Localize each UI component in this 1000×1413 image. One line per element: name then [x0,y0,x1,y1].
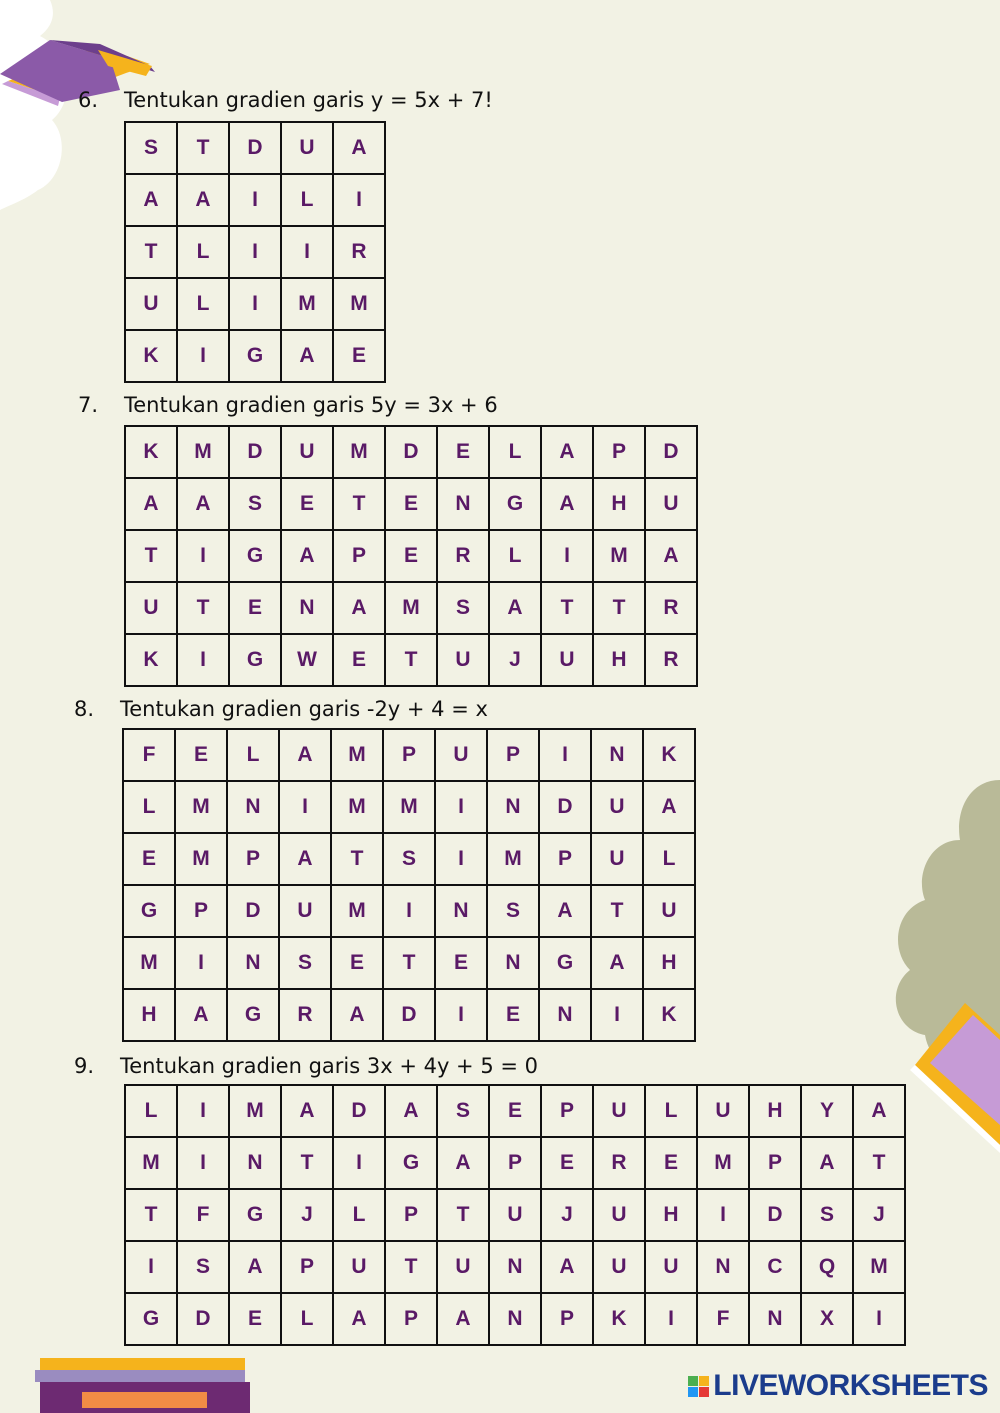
grid-cell[interactable]: S [487,885,539,937]
grid-cell[interactable]: M [175,833,227,885]
grid-row [123,885,695,937]
grid-cell[interactable]: P [489,1137,541,1189]
grid-cell[interactable]: N [539,989,591,1041]
grid-cell[interactable]: N [437,478,489,530]
grid-cell[interactable]: M [177,426,229,478]
grid-cell[interactable]: N [229,1137,281,1189]
grid-cell[interactable]: U [697,1085,749,1137]
grid-cell[interactable]: N [487,937,539,989]
grid-cell[interactable]: A [177,478,229,530]
grid-cell[interactable]: S [229,478,281,530]
grid-cell[interactable]: S [801,1189,853,1241]
grid-cell[interactable]: E [333,634,385,686]
grid-cell[interactable]: E [487,989,539,1041]
grid-cell[interactable]: E [385,530,437,582]
grid-cell[interactable]: U [437,634,489,686]
grid-cell[interactable]: I [333,174,385,226]
grid-cell[interactable]: A [591,937,643,989]
grid-cell[interactable]: A [489,582,541,634]
grid-cell[interactable]: S [125,122,177,174]
grid-row [123,729,695,781]
book-stack-decoration [30,1352,255,1413]
grid-cell[interactable]: N [489,1241,541,1293]
question-text: Tentukan gradien garis 3x + 4y + 5 = 0 [120,1054,539,1078]
grid-cell[interactable]: M [487,833,539,885]
grid-cell[interactable]: N [749,1293,801,1345]
grid-cell[interactable]: L [489,426,541,478]
grid-cell[interactable]: S [177,1241,229,1293]
grid-cell[interactable]: T [177,122,229,174]
grid-cell[interactable]: I [177,530,229,582]
grid-cell[interactable]: E [385,478,437,530]
grid-cell[interactable]: M [331,885,383,937]
grid-cell[interactable]: U [541,634,593,686]
grid-cell[interactable]: U [643,885,695,937]
question-number: 6. [78,88,99,112]
grid-cell[interactable]: M [281,278,333,330]
grid-cell[interactable]: A [853,1085,905,1137]
grid-cell[interactable]: U [593,1241,645,1293]
grid-cell[interactable]: R [437,530,489,582]
grid-cell[interactable]: I [435,833,487,885]
word-search-grid-9 [124,1084,906,1346]
grid-cell[interactable]: M [697,1137,749,1189]
grid-cell[interactable]: R [645,634,697,686]
grid-cell[interactable]: P [383,729,435,781]
grid-cell[interactable]: P [333,530,385,582]
grid-cell[interactable]: M [593,530,645,582]
grid-cell[interactable]: P [385,1293,437,1345]
book-icon-right [905,995,1000,1155]
grid-cell[interactable]: I [229,226,281,278]
grid-cell[interactable]: I [591,989,643,1041]
word-search-grid-8 [122,728,696,1042]
grid-cell[interactable]: E [645,1137,697,1189]
grid-cell[interactable]: S [437,582,489,634]
grid-cell[interactable]: N [489,1293,541,1345]
grid-cell[interactable]: K [643,989,695,1041]
grid-cell[interactable]: I [435,989,487,1041]
grid-cell[interactable]: T [125,1189,177,1241]
grid-cell[interactable]: M [229,1085,281,1137]
grid-row [125,122,385,174]
grid-cell[interactable]: E [229,1293,281,1345]
grid-cell[interactable]: Q [801,1241,853,1293]
grid-cell[interactable]: P [281,1241,333,1293]
liveworksheets-logo-icon [688,1376,709,1397]
grid-cell[interactable]: T [437,1189,489,1241]
grid-cell[interactable]: I [281,226,333,278]
grid-cell[interactable]: P [175,885,227,937]
grid-cell[interactable]: E [331,937,383,989]
grid-cell[interactable]: J [489,634,541,686]
grid-cell[interactable]: P [541,1293,593,1345]
grid-row [125,530,697,582]
grid-cell[interactable]: A [643,781,695,833]
grid-cell[interactable]: U [437,1241,489,1293]
grid-row [123,781,695,833]
grid-cell[interactable]: K [593,1293,645,1345]
grid-cell[interactable]: H [645,1189,697,1241]
question-number: 9. [74,1054,95,1078]
grid-cell[interactable]: I [435,781,487,833]
question-9 [74,1054,538,1078]
question-text: Tentukan gradien garis y = 5x + 7! [124,88,493,112]
grid-cell[interactable]: M [333,278,385,330]
grid-cell[interactable]: L [177,226,229,278]
grid-cell[interactable]: I [853,1293,905,1345]
grid-cell[interactable]: I [539,729,591,781]
grid-cell[interactable]: D [227,885,279,937]
question-number: 7. [78,393,99,417]
grid-cell[interactable]: H [593,478,645,530]
liveworksheets-logo [688,1369,988,1403]
grid-cell[interactable]: A [437,1293,489,1345]
grid-cell[interactable]: E [123,833,175,885]
grid-cell[interactable]: F [177,1189,229,1241]
grid-cell[interactable]: I [279,781,331,833]
grid-cell[interactable]: L [489,530,541,582]
grid-cell[interactable]: L [281,1293,333,1345]
grid-cell[interactable]: M [125,1137,177,1189]
grid-cell[interactable]: U [279,885,331,937]
grid-row [125,174,385,226]
grid-cell[interactable]: I [383,885,435,937]
grid-cell[interactable]: E [333,330,385,382]
grid-row [125,634,697,686]
grid-cell[interactable]: U [125,278,177,330]
question-7 [78,393,498,417]
grid-cell[interactable]: I [175,937,227,989]
grid-cell[interactable]: T [331,833,383,885]
grid-row [125,330,385,382]
grid-cell[interactable]: I [541,530,593,582]
grid-cell[interactable]: A [541,426,593,478]
grid-cell[interactable]: P [539,833,591,885]
grid-cell[interactable]: S [279,937,331,989]
grid-cell[interactable]: A [177,174,229,226]
grid-cell[interactable]: D [229,426,281,478]
grid-cell[interactable]: E [541,1137,593,1189]
grid-row [123,937,695,989]
grid-cell[interactable]: P [227,833,279,885]
grid-cell[interactable]: T [177,582,229,634]
grid-cell[interactable]: D [645,426,697,478]
grid-cell[interactable]: T [541,582,593,634]
grid-cell[interactable]: G [229,634,281,686]
grid-cell[interactable]: G [489,478,541,530]
grid-cell[interactable]: K [125,330,177,382]
grid-cell[interactable]: A [333,122,385,174]
grid-cell[interactable]: N [435,885,487,937]
grid-cell[interactable]: T [281,1137,333,1189]
question-8 [74,697,488,721]
grid-cell[interactable]: I [177,1085,229,1137]
question-number: 8. [74,697,95,721]
grid-cell[interactable]: L [643,833,695,885]
grid-cell[interactable]: L [645,1085,697,1137]
grid-cell[interactable]: R [333,226,385,278]
grid-cell[interactable]: P [541,1085,593,1137]
grid-cell[interactable]: W [281,634,333,686]
grid-cell[interactable]: M [385,582,437,634]
grid-cell[interactable]: E [489,1085,541,1137]
grid-cell[interactable]: S [437,1085,489,1137]
grid-cell[interactable]: T [385,634,437,686]
grid-cell[interactable]: I [229,278,281,330]
logo-text: LIVEWORKSHEETS [713,1369,988,1402]
grid-row [123,989,695,1041]
grid-cell[interactable]: L [227,729,279,781]
grid-cell[interactable]: U [125,582,177,634]
grid-cell[interactable]: G [385,1137,437,1189]
grid-cell[interactable]: L [177,278,229,330]
grid-cell[interactable]: J [541,1189,593,1241]
grid-cell[interactable]: I [697,1189,749,1241]
grid-cell[interactable]: M [331,781,383,833]
grid-cell[interactable]: U [435,729,487,781]
grid-cell[interactable]: J [853,1189,905,1241]
grid-cell[interactable]: U [591,781,643,833]
grid-row [125,1189,905,1241]
grid-cell[interactable]: C [749,1241,801,1293]
grid-cell[interactable]: D [385,426,437,478]
grid-cell[interactable]: T [593,582,645,634]
grid-cell[interactable]: P [487,729,539,781]
grid-cell[interactable]: N [487,781,539,833]
word-search-grid-7 [124,425,698,687]
grid-cell[interactable]: T [385,1241,437,1293]
grid-cell[interactable]: S [383,833,435,885]
grid-cell[interactable]: M [123,937,175,989]
grid-cell[interactable]: P [385,1189,437,1241]
grid-cell[interactable]: J [281,1189,333,1241]
grid-cell[interactable]: H [749,1085,801,1137]
grid-row [125,478,697,530]
grid-cell[interactable]: D [749,1189,801,1241]
grid-cell[interactable]: U [591,833,643,885]
grid-cell[interactable]: M [333,426,385,478]
grid-cell[interactable]: E [435,937,487,989]
word-search-grid-6 [124,121,386,383]
grid-cell[interactable]: L [123,781,175,833]
grid-cell[interactable]: E [229,582,281,634]
grid-cell[interactable]: L [333,1189,385,1241]
grid-cell[interactable]: A [281,1085,333,1137]
grid-cell[interactable]: M [383,781,435,833]
grid-cell[interactable]: I [177,330,229,382]
grid-cell[interactable]: A [279,833,331,885]
grid-cell[interactable]: T [383,937,435,989]
grid-cell[interactable]: N [697,1241,749,1293]
grid-cell[interactable]: L [281,174,333,226]
question-text: Tentukan gradien garis 5y = 3x + 6 [124,393,498,417]
grid-row [125,1293,905,1345]
grid-cell[interactable]: G [229,530,281,582]
grid-cell[interactable]: M [331,729,383,781]
grid-cell[interactable]: Y [801,1085,853,1137]
grid-cell[interactable]: A [229,1241,281,1293]
grid-cell[interactable]: N [227,937,279,989]
grid-cell[interactable]: A [801,1137,853,1189]
grid-cell[interactable]: D [229,122,281,174]
grid-cell[interactable]: H [123,989,175,1041]
grid-cell[interactable]: A [281,530,333,582]
grid-cell[interactable]: X [801,1293,853,1345]
grid-cell[interactable]: A [539,885,591,937]
grid-cell[interactable]: G [227,989,279,1041]
grid-cell[interactable]: P [593,426,645,478]
grid-cell[interactable]: G [123,885,175,937]
grid-cell[interactable]: I [177,634,229,686]
grid-cell[interactable]: U [281,122,333,174]
grid-row [125,278,385,330]
grid-row [125,582,697,634]
grid-cell[interactable]: G [229,330,281,382]
grid-cell[interactable]: D [333,1085,385,1137]
grid-cell[interactable]: R [279,989,331,1041]
grid-cell[interactable]: I [229,174,281,226]
grid-cell[interactable]: L [125,1085,177,1137]
grid-cell[interactable]: A [333,582,385,634]
grid-cell[interactable]: K [125,634,177,686]
grid-cell[interactable]: I [645,1293,697,1345]
grid-row [125,1085,905,1137]
question-6 [78,88,493,112]
grid-cell[interactable]: A [175,989,227,1041]
grid-cell[interactable]: T [125,226,177,278]
grid-cell[interactable]: H [643,937,695,989]
grid-cell[interactable]: A [541,1241,593,1293]
grid-cell[interactable]: U [593,1189,645,1241]
grid-cell[interactable]: T [853,1137,905,1189]
grid-cell[interactable]: I [177,1137,229,1189]
grid-cell[interactable]: A [331,989,383,1041]
grid-cell[interactable]: E [437,426,489,478]
grid-row [125,426,697,478]
grid-cell[interactable]: F [123,729,175,781]
grid-cell[interactable]: R [645,582,697,634]
grid-cell[interactable]: A [541,478,593,530]
grid-cell[interactable]: F [697,1293,749,1345]
grid-cell[interactable]: E [281,478,333,530]
grid-cell[interactable]: M [853,1241,905,1293]
grid-cell[interactable]: D [539,781,591,833]
grid-cell[interactable]: A [125,174,177,226]
grid-cell[interactable]: A [281,330,333,382]
grid-cell[interactable]: R [593,1137,645,1189]
question-text: Tentukan gradien garis -2y + 4 = x [120,697,488,721]
grid-cell[interactable]: P [749,1137,801,1189]
grid-row [123,833,695,885]
grid-row [125,226,385,278]
grid-cell[interactable]: U [645,478,697,530]
grid-cell[interactable]: A [385,1085,437,1137]
grid-cell[interactable]: A [437,1137,489,1189]
grid-cell[interactable]: I [125,1241,177,1293]
grid-cell[interactable]: T [125,530,177,582]
grid-cell[interactable]: A [645,530,697,582]
grid-cell[interactable]: K [643,729,695,781]
grid-cell[interactable]: D [383,989,435,1041]
grid-cell[interactable]: U [489,1189,541,1241]
grid-cell[interactable]: E [175,729,227,781]
grid-cell[interactable]: H [593,634,645,686]
grid-cell[interactable]: U [281,426,333,478]
grid-cell[interactable]: A [279,729,331,781]
grid-cell[interactable]: K [125,426,177,478]
grid-cell[interactable]: A [333,1293,385,1345]
grid-row [125,1137,905,1189]
grid-cell[interactable]: D [177,1293,229,1345]
grid-cell[interactable]: U [645,1241,697,1293]
grid-cell[interactable]: U [333,1241,385,1293]
grid-cell[interactable]: A [125,478,177,530]
grid-cell[interactable]: T [333,478,385,530]
grid-cell[interactable]: N [281,582,333,634]
grid-cell[interactable]: M [175,781,227,833]
grid-cell[interactable]: G [125,1293,177,1345]
grid-cell[interactable]: T [591,885,643,937]
grid-row [125,1241,905,1293]
grid-cell[interactable]: U [593,1085,645,1137]
grid-cell[interactable]: N [591,729,643,781]
grid-cell[interactable]: G [229,1189,281,1241]
grid-cell[interactable]: I [333,1137,385,1189]
grid-cell[interactable]: G [539,937,591,989]
grid-cell[interactable]: N [227,781,279,833]
